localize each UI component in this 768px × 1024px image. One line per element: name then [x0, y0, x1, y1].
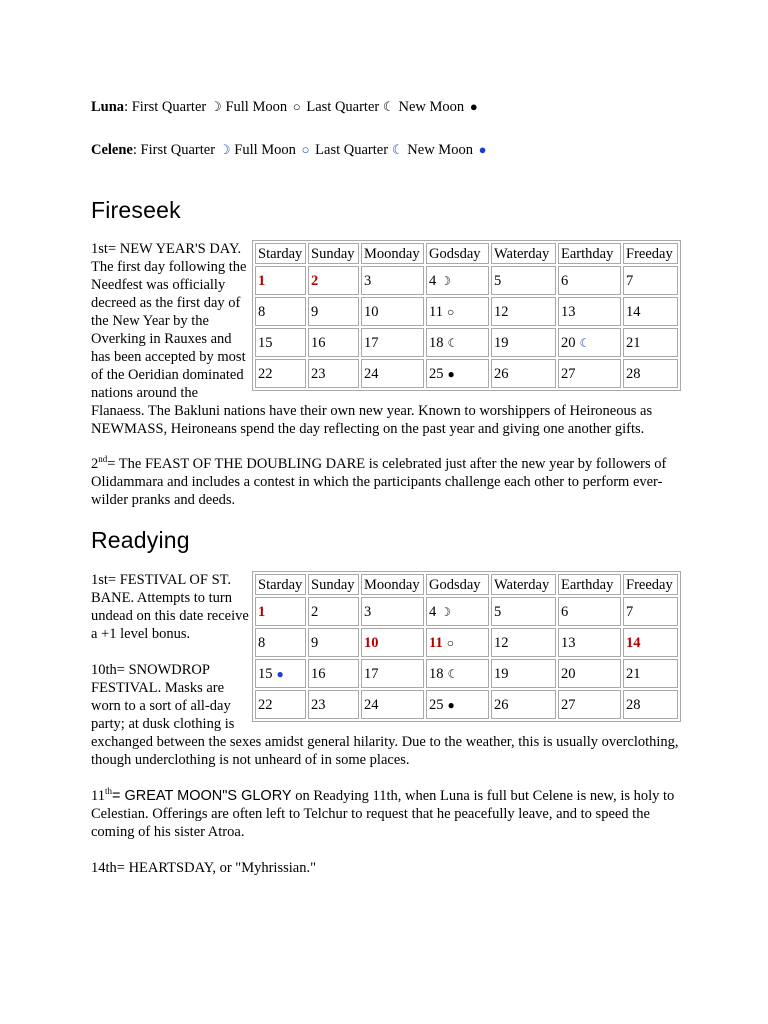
calendar-day-cell — [361, 628, 424, 657]
day-number: 4 — [429, 603, 437, 620]
calendar-day-cell — [361, 297, 424, 326]
weekday-header-godsday: Godsday — [426, 574, 489, 595]
weekday-header-freeday: Freeday — [623, 243, 678, 264]
calendar-week-row — [255, 359, 678, 388]
month-section-fireseek — [91, 240, 681, 438]
weekday-header-row — [255, 574, 678, 595]
legend-celene: Celene: First Quarter ☽ Full Moon ○ Last Quarter ☾ New Moon ● — [91, 141, 489, 159]
new-moon-icon: ● — [469, 99, 478, 114]
day-number: 15 — [258, 334, 273, 351]
calendar-week-row — [255, 328, 678, 357]
day-number: 21 — [626, 665, 641, 682]
calendar-day-cell — [426, 597, 489, 626]
weekday-header-earthday: Earthday — [558, 243, 621, 264]
weekday-header-godsday: Godsday — [426, 243, 489, 264]
day-number: 3 — [364, 603, 372, 620]
calendar-day-cell — [558, 328, 621, 357]
full-moon-icon: ○ — [446, 635, 454, 650]
celene-first-quarter-label: First Quarter — [140, 142, 216, 158]
weekday-header-starday: Starday — [255, 243, 306, 264]
calendar-day-cell — [491, 628, 556, 657]
weekday-header-sunday: Sunday — [308, 574, 359, 595]
day-number: 6 — [561, 603, 569, 620]
day-number: 13 — [561, 303, 576, 320]
paragraph-text: = The FEAST OF THE DOUBLING DARE is celebrated just after the new year by followers of Olidammara and includes a contest in which the participants challenge each other to perform ever-wilder pranks and deeds. — [91, 456, 667, 508]
day-number: 19 — [494, 334, 509, 351]
fireseek-paragraph-1: 1st= NEW YEAR'S DAY. The first day following the Needfest was officially decreed as the first day of the New Year by the Overking in Rauxes and has been accepted by most of the Oeridian dominated nations around the Flanaess. The Bakluni nations have their own new year. Known to worshippers of Heironeous as NEWMASS, Heironeans spend the day reflecting on the past year and giving one another gifts. — [91, 241, 653, 437]
calendar-day-cell — [623, 659, 678, 688]
calendar-day-cell — [623, 597, 678, 626]
calendar-day-cell — [255, 597, 306, 626]
readying-paragraph-4: 14th= HEARTSDAY, or "Myhrissian." — [91, 860, 316, 876]
day-number: 3 — [364, 272, 372, 289]
calendar-day-cell — [361, 359, 424, 388]
day-number: 5 — [494, 603, 502, 620]
calendar-day-cell — [255, 266, 306, 295]
day-number: 28 — [626, 365, 641, 382]
luna-new-moon-label: New Moon — [398, 99, 465, 115]
day-number: 17 — [364, 665, 379, 682]
day-number: 22 — [258, 696, 273, 713]
day-number: 11 — [429, 303, 443, 320]
calendar-day-cell — [491, 328, 556, 357]
day-number: 7 — [626, 272, 634, 289]
day-number: 25 — [429, 696, 444, 713]
calendar-table-fireseek — [252, 240, 681, 391]
day-number: 27 — [561, 696, 576, 713]
day-number: 8 — [258, 303, 266, 320]
legend-luna: Luna: First Quarter ☽ Full Moon ○ Last Quarter ☾ New Moon ● — [91, 98, 480, 116]
calendar-day-cell — [491, 597, 556, 626]
calendar-day-cell — [558, 659, 621, 688]
day-number: 2 — [311, 603, 319, 620]
calendar-day-cell — [308, 690, 359, 719]
calendar-day-cell — [308, 266, 359, 295]
calendar-day-cell — [255, 359, 306, 388]
calendar-day-cell — [558, 628, 621, 657]
calendar-day-cell — [255, 628, 306, 657]
day-number: 10 — [364, 303, 379, 320]
month-heading-readying: Readying — [91, 527, 190, 553]
day-number: 26 — [494, 365, 509, 382]
calendar-day-cell — [491, 266, 556, 295]
luna-first-quarter-label: First Quarter — [131, 99, 207, 115]
calendar-day-cell — [308, 628, 359, 657]
calendar-day-cell — [426, 359, 489, 388]
readying-paragraph-2: 10th= SNOWDROP FESTIVAL. Masks are worn to a sort of all-day party; at dusk clothing is exchanged between the sexes amidst general hilarity. Due to the weather, this is usually overclothing, though underclothing is not unheard of in some places. — [91, 662, 679, 768]
day-number: 21 — [626, 334, 641, 351]
calendar-day-cell — [255, 659, 306, 688]
calendar-day-cell — [361, 597, 424, 626]
calendar-day-cell — [255, 297, 306, 326]
day-number: 16 — [311, 334, 326, 351]
day-number: 22 — [258, 365, 273, 382]
celene-last-quarter-label: Last Quarter — [315, 142, 389, 158]
day-number: 9 — [311, 634, 319, 651]
weekday-header-freeday: Freeday — [623, 574, 678, 595]
calendar-week-row — [255, 266, 678, 295]
calendar-day-cell — [623, 690, 678, 719]
day-number: 16 — [311, 665, 326, 682]
celene-label: Celene — [91, 142, 133, 158]
first-quarter-moon-icon: ☽ — [440, 604, 452, 619]
first-quarter-moon-icon: ☽ — [218, 142, 231, 157]
calendar-week-row — [255, 597, 678, 626]
calendar-day-cell — [558, 297, 621, 326]
day-number: 12 — [494, 634, 509, 651]
weekday-header-row — [255, 243, 678, 264]
ordinal-suffix: nd — [98, 454, 108, 465]
day-number: 8 — [258, 634, 266, 651]
calendar-day-cell — [255, 328, 306, 357]
calendar-day-cell — [361, 328, 424, 357]
ordinal-number: 2 — [91, 456, 99, 472]
weekday-header-earthday: Earthday — [558, 574, 621, 595]
calendar-day-cell — [623, 266, 678, 295]
calendar-day-cell — [308, 328, 359, 357]
festival-name: = GREAT MOON"S GLORY — [111, 788, 292, 804]
day-number: 4 — [429, 272, 437, 289]
last-quarter-moon-icon: ☾ — [383, 99, 395, 114]
calendar-day-cell — [255, 690, 306, 719]
first-quarter-moon-icon: ☽ — [210, 99, 222, 114]
day-number: 15 — [258, 665, 273, 682]
readying-paragraph-3 — [91, 787, 681, 841]
day-number: 18 — [429, 665, 444, 682]
calendar-day-cell — [361, 690, 424, 719]
calendar-day-cell — [558, 359, 621, 388]
day-number: 27 — [561, 365, 576, 382]
calendar-day-cell — [623, 628, 678, 657]
day-number: 14 — [626, 303, 641, 320]
last-quarter-moon-icon: ☾ — [447, 666, 459, 681]
celene-new-moon-label: New Moon — [407, 142, 473, 158]
day-number: 14 — [626, 634, 641, 651]
weekday-header-starday: Starday — [255, 574, 306, 595]
day-number: 28 — [626, 696, 641, 713]
calendar-day-cell — [491, 690, 556, 719]
day-number: 20 — [561, 334, 576, 351]
last-quarter-moon-icon: ☾ — [579, 335, 591, 350]
weekday-header-sunday: Sunday — [308, 243, 359, 264]
calendar-day-cell — [623, 328, 678, 357]
full-moon-icon: ○ — [446, 304, 455, 319]
day-number: 23 — [311, 696, 326, 713]
calendar-day-cell — [426, 659, 489, 688]
full-moon-icon: ○ — [301, 142, 310, 157]
calendar-day-cell — [361, 266, 424, 295]
calendar-day-cell — [491, 359, 556, 388]
weekday-header-waterday: Waterday — [491, 243, 556, 264]
calendar-week-row — [255, 690, 678, 719]
day-number: 2 — [311, 272, 319, 289]
day-number: 9 — [311, 303, 319, 320]
day-number: 20 — [561, 665, 576, 682]
month-heading-fireseek: Fireseek — [91, 197, 181, 223]
calendar-day-cell — [308, 659, 359, 688]
calendar-day-cell — [361, 659, 424, 688]
calendar-day-cell — [558, 690, 621, 719]
weekday-header-moonday: Moonday — [361, 243, 424, 264]
full-moon-icon: ○ — [292, 99, 301, 114]
calendar-day-cell — [308, 297, 359, 326]
weekday-header-waterday: Waterday — [491, 574, 556, 595]
calendar-week-row — [255, 297, 678, 326]
calendar-day-cell — [491, 659, 556, 688]
calendar-day-cell — [558, 266, 621, 295]
last-quarter-moon-icon: ☾ — [447, 335, 459, 350]
first-quarter-moon-icon: ☽ — [440, 273, 452, 288]
day-number: 13 — [561, 634, 576, 651]
calendar-day-cell — [308, 597, 359, 626]
weekday-header-moonday: Moonday — [361, 574, 424, 595]
luna-label: Luna — [91, 99, 125, 115]
day-number: 5 — [494, 272, 502, 289]
day-number: 23 — [311, 365, 326, 382]
readying-paragraph-1: 1st= FESTIVAL OF ST. BANE. Attempts to turn undead on this date receive a +1 level bonus. — [91, 572, 249, 642]
calendar-week-row — [255, 628, 678, 657]
month-section-readying — [91, 571, 681, 877]
day-number: 11 — [429, 634, 443, 651]
calendar-day-cell — [558, 597, 621, 626]
calendar-day-cell — [623, 297, 678, 326]
luna-full-moon-label: Full Moon — [225, 99, 288, 115]
new-moon-icon: ● — [276, 666, 284, 681]
calendar-day-cell — [426, 690, 489, 719]
day-number: 6 — [561, 272, 569, 289]
day-number: 24 — [364, 696, 379, 713]
new-moon-icon: ● — [447, 366, 455, 381]
day-number: 17 — [364, 334, 379, 351]
day-number: 1 — [258, 603, 266, 620]
calendar-table-readying — [252, 571, 681, 722]
celene-full-moon-label: Full Moon — [234, 142, 296, 158]
calendar-week-row — [255, 659, 678, 688]
day-number: 18 — [429, 334, 444, 351]
day-number: 1 — [258, 272, 266, 289]
day-number: 12 — [494, 303, 509, 320]
ordinal-number: 11 — [91, 788, 105, 804]
day-number: 26 — [494, 696, 509, 713]
calendar-day-cell — [623, 359, 678, 388]
day-number: 7 — [626, 603, 634, 620]
calendar-day-cell — [308, 359, 359, 388]
calendar-day-cell — [491, 297, 556, 326]
day-number: 10 — [364, 634, 379, 651]
new-moon-icon: ● — [478, 142, 487, 157]
day-number: 19 — [494, 665, 509, 682]
calendar-day-cell — [426, 266, 489, 295]
paragraph-text: on Readying 11th, when Luna is full but Celene is new, is holy to Celestian. Offerings are often left to Telchur to request that he peacefully leave, and to speed the coming of his sister Atroa. — [91, 788, 675, 840]
calendar-day-cell — [426, 297, 489, 326]
day-number: 24 — [364, 365, 379, 382]
fireseek-paragraph-2 — [91, 455, 681, 509]
luna-last-quarter-label: Last Quarter — [306, 99, 380, 115]
calendar-day-cell — [426, 328, 489, 357]
calendar-day-cell — [426, 628, 489, 657]
ordinal-suffix: th — [104, 786, 112, 797]
new-moon-icon: ● — [447, 697, 455, 712]
last-quarter-moon-icon: ☾ — [391, 142, 404, 157]
day-number: 25 — [429, 365, 444, 382]
